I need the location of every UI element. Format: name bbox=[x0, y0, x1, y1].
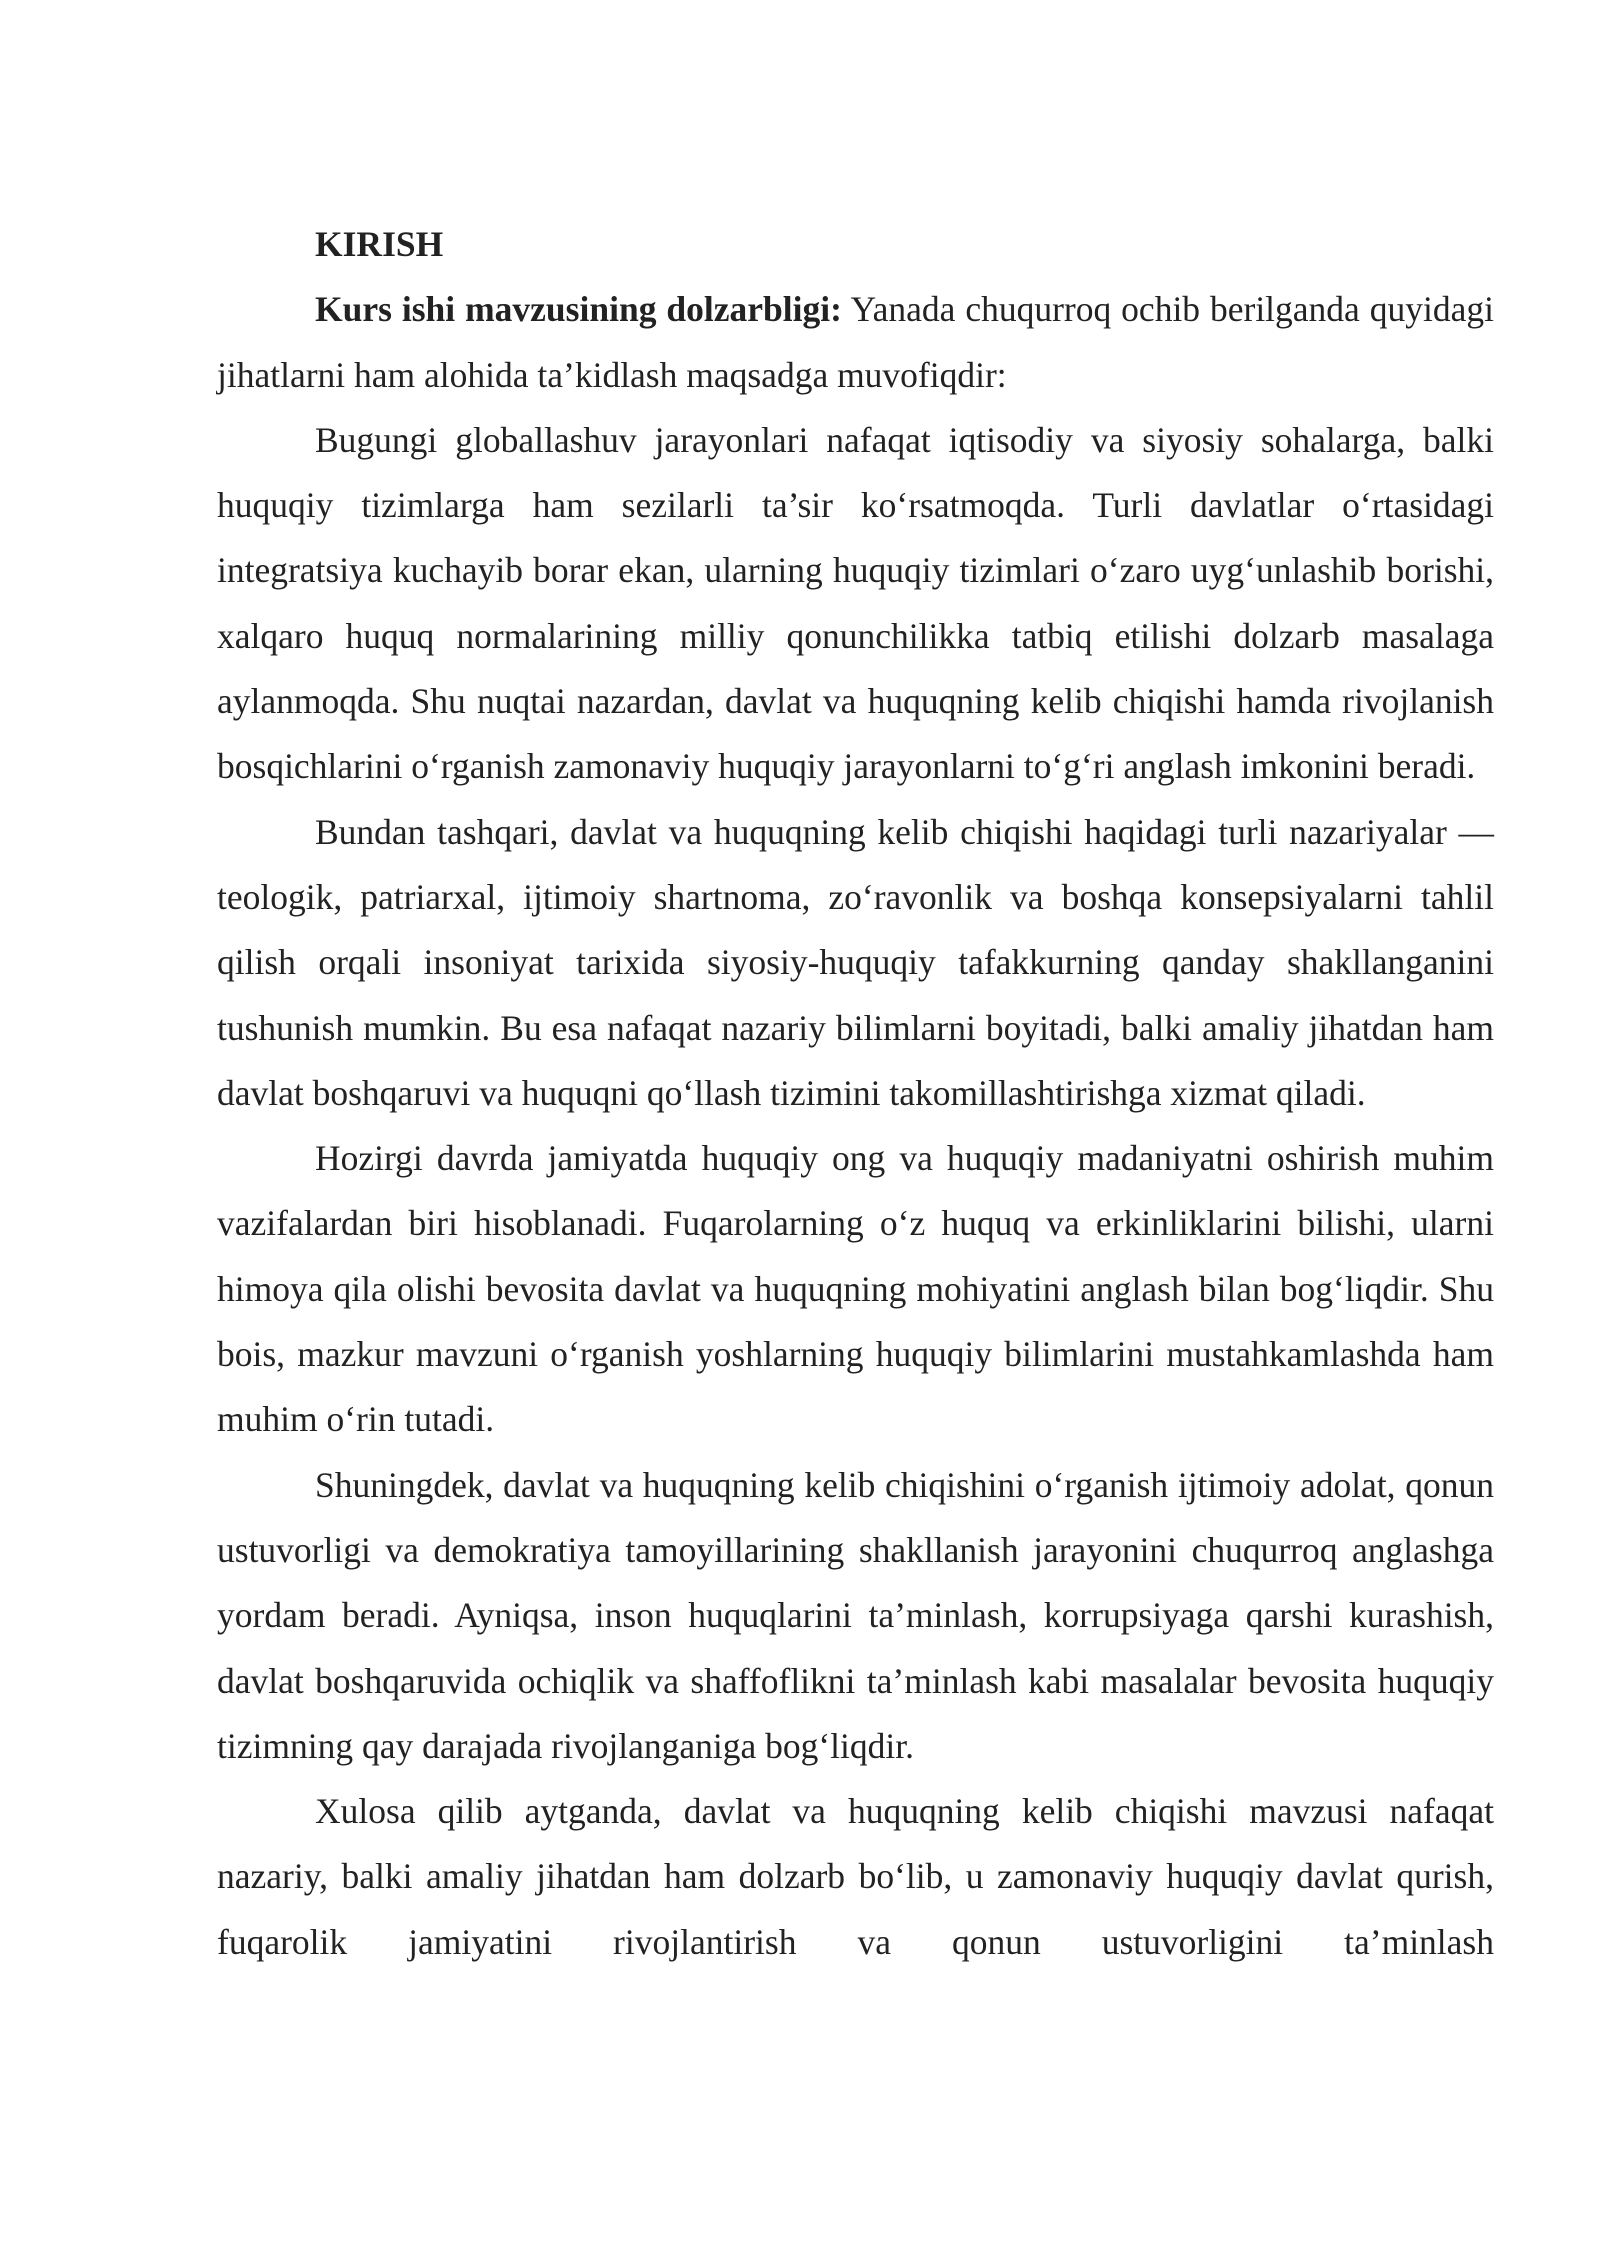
intro-text: Yanada chuqurroq ochib berilganda quyidagi jihatlarni ham alohida ta’kidlash maqsadga muvofiqdir: bbox=[217, 289, 1494, 395]
intro-paragraph bbox=[217, 277, 1494, 408]
paragraph-3: Hozirgi davrda jamiyatda huquqiy ong va huquqiy madaniyatni oshirish muhim vazifalardan biri hisoblanadi. Fuqarolarning o‘z huquq va erkinliklarini bilishi, ularni himoya qila olishi bevosita davlat va huquqning mohiyatini anglash bilan bog‘liqdir. Shu bois, mazkur mavzuni o‘rganish yoshlarning huquqiy bilimlarini mustahkamlashda ham muhim o‘rin tutadi. bbox=[217, 1138, 1494, 1440]
section-heading: KIRISH bbox=[315, 224, 444, 264]
paragraph-5: Xulosa qilib aytganda, davlat va huquqning kelib chiqishi mavzusi nafaqat nazariy, balki amaliy jihatdan ham dolzarb bo‘lib, u zamonaviy huquqiy davlat qurish, fuqarolik jamiyatini rivojlantirish va qonun ustuvorligini ta’minlash bbox=[217, 1791, 1494, 1962]
paragraph-4: Shuningdek, davlat va huquqning kelib chiqishini o‘rganish ijtimoiy adolat, qonun ustuvorligi va demokratiya tamoyillarining shakllanish jarayonini chuqurroq anglashga yordam beradi. Ayniqsa, inson huquqlarini ta’minlash, korrupsiyaga qarshi kurashish, davlat boshqaruvida ochiqlik va shaffoflikni ta’minlash kabi masalalar bevosita huquqiy tizimning qay darajada rivojlanganiga bog‘liqdir. bbox=[217, 1464, 1494, 1766]
intro-label: Kurs ishi mavzusining dolzarbligi: bbox=[315, 289, 842, 330]
document-page bbox=[217, 212, 1494, 1975]
paragraph-1: Bugungi globallashuv jarayonlari nafaqat iqtisodiy va siyosiy sohalarga, balki huquqiy tizimlarga ham sezilarli ta’sir ko‘rsatmoqda. Turli davlatlar o‘rtasidagi integratsiya kuchayib borar ekan, ularning huquqiy tizimlari o‘zaro uyg‘unlashib borishi, xalqaro huquq normalarining milliy qonunchilikka tatbiq etilishi dolzarb masalaga aylanmoqda. Shu nuqtai nazardan, davlat va huquqning kelib chiqishi hamda rivojlanish bosqichlarini o‘rganish zamonaviy huquqiy jarayonlarni to‘g‘ri anglash imkonini beradi. bbox=[217, 419, 1494, 787]
paragraph-2: Bundan tashqari, davlat va huquqning kelib chiqishi haqidagi turli nazariyalar — teologik, patriarxal, ijtimoiy shartnoma, zo‘ravonlik va boshqa konsepsiyalarni tahlil qilish orqali insoniyat tarixida siyosiy-huquqiy tafakkurning qanday shakllanganini tushunish mumkin. Bu esa nafaqat nazariy bilimlarni boyitadi, balki amaliy jihatdan ham davlat boshqaruvi va huquqni qo‘llash tizimini takomillashtirishga xizmat qiladi. bbox=[217, 811, 1494, 1113]
